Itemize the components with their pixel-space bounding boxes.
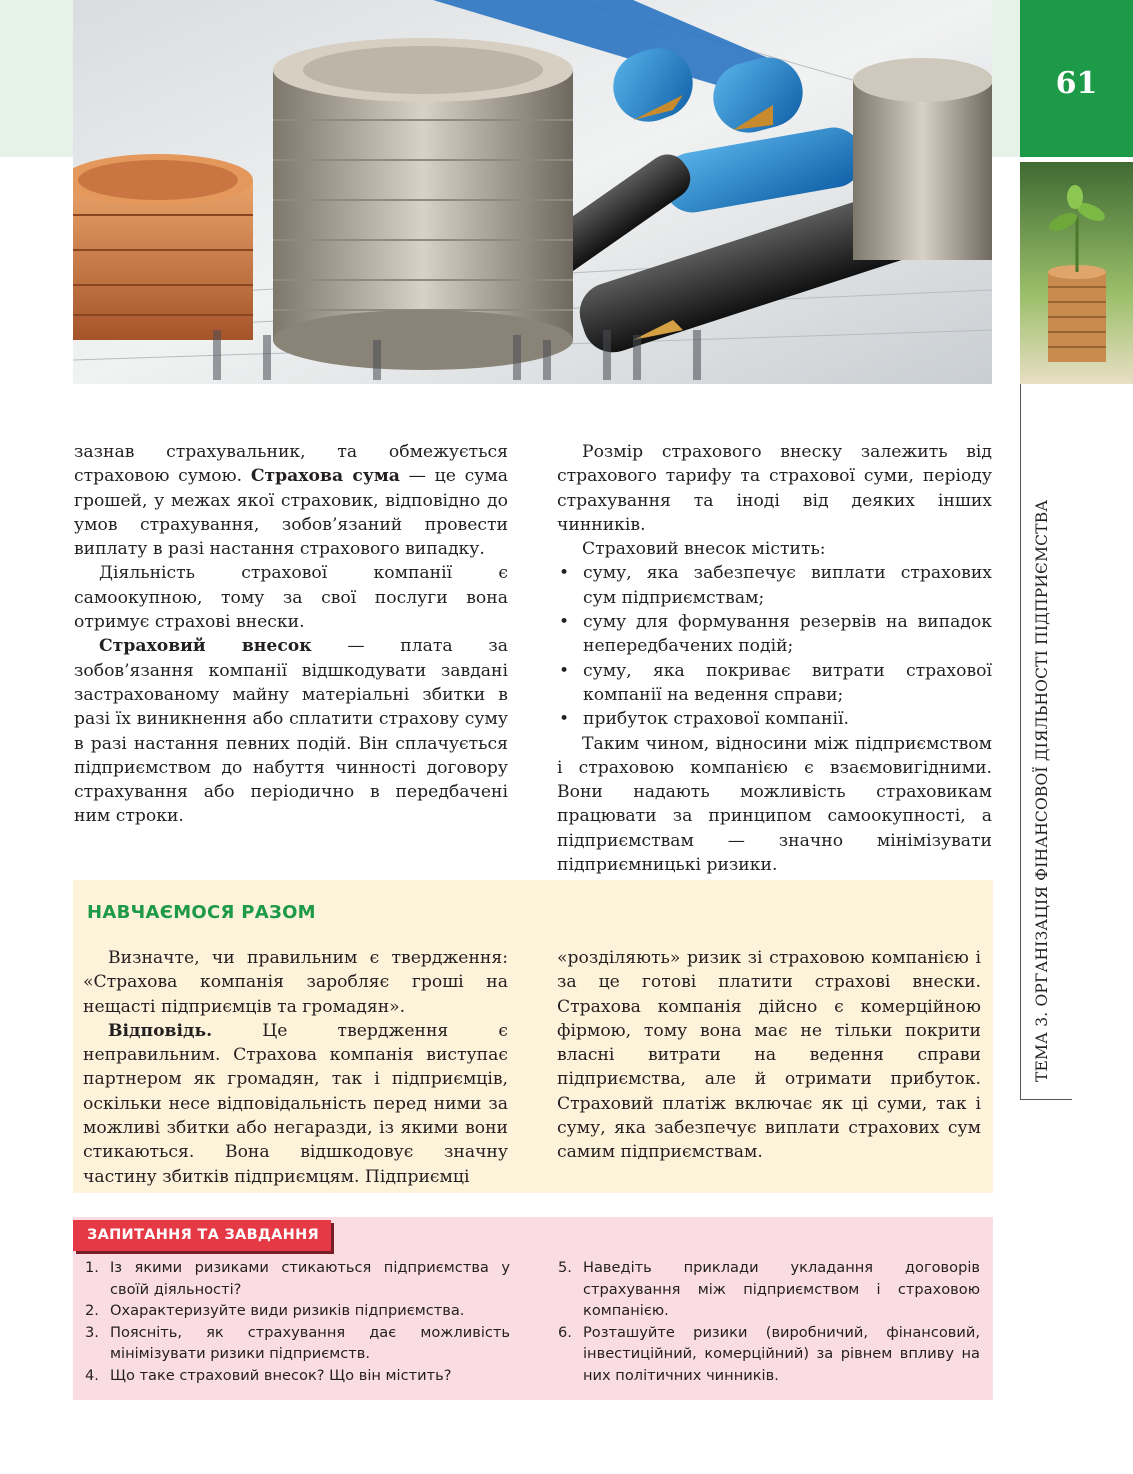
- topic-side-title: ТЕМА 3. ОРГАНІЗАЦІЯ ФІНАНСОВОЇ ДІЯЛЬНОСТІ ПІДПРИЄМСТВА: [1033, 499, 1051, 1082]
- list-item: 6. Розташуйте ризики (виробничий, фінансовий, інвестиційний, комерційний) за рівнем впливу на них політичних чинників.: [558, 1323, 980, 1384]
- questions-title: ЗАПИТАННЯ ТА ЗАВДАННЯ: [87, 1227, 319, 1243]
- learn-together-box: [73, 880, 993, 1193]
- term-insured-sum: Страхова сума: [250, 466, 400, 487]
- term-insurance-premium: Страховий внесок: [99, 636, 312, 657]
- questions-title-label: [73, 1220, 331, 1251]
- list-item: • суму, яка забезпечує виплати страхових сум підприємствам;: [557, 561, 992, 610]
- right-paragraph-2: Страховий внесок містить:: [582, 539, 826, 560]
- left-text-column: [74, 440, 508, 829]
- list-item: 4. Що таке страховий внесок? Що він містить?: [85, 1366, 452, 1384]
- side-rule-end: [1020, 1099, 1072, 1100]
- list-item: 2. Охарактеризуйте види ризиків підприємства.: [85, 1302, 465, 1319]
- list-item: 1. Із якими ризиками стикаються підприємства у своїй діяльності?: [85, 1259, 510, 1298]
- premium-contents-list: [557, 561, 992, 731]
- plant-on-coins-photo: [1020, 162, 1133, 384]
- list-item: • суму, яка покриває витрати страхової компанії на ведення справи;: [557, 659, 992, 708]
- left-paragraph-2: Діяльність страхової компанії є самоокупною, тому за свої послуги вона отримує страхові внески.: [74, 563, 508, 633]
- learn-together-title: НАВЧАЄМОСЯ РАЗОМ: [87, 902, 316, 923]
- learn-right-column: [557, 946, 981, 1165]
- side-rule: [1020, 384, 1021, 1100]
- right-text-column: [557, 440, 992, 877]
- learn-question: Визначте, чи правильним є твердження: «Страхова компанія заробляє гроші на нещасті підприємців та громадян».: [83, 948, 508, 1017]
- questions-box: [73, 1217, 993, 1400]
- learn-answer-continued: «розділяють» ризик зі страховою компанією і за це готові платити страхові внески. Страхова компанія дійсно є комерційною фірмою, тому вона має не тільки покрити власні витрати на ведення справи підприємства, але й отримати прибуток. Страховий платіж включає як ці суми, так і суму, яка забезпечує виплати страхових сум самим підприємствам.: [557, 948, 981, 1163]
- answer-label: Відповідь.: [108, 1020, 213, 1041]
- list-item: 5. Наведіть приклади укладання договорів страхування між підприємством і страховою компанією.: [558, 1259, 980, 1319]
- questions-list-left: [85, 1257, 510, 1386]
- right-paragraph-3: Таким чином, відносини між підприємством і страховою компанією є взаємовигідними. Вони надають можливість страховикам працювати за принципом самоокупності, а підприємствам — значно мінімізувати підприємницькі ризики.: [557, 733, 992, 876]
- learn-left-column: [83, 946, 508, 1189]
- right-paragraph-1: Розмір страхового внеску залежить від страхового тарифу та страхової суми, періоду страхування та іноді від деяких інших чинників.: [557, 442, 992, 535]
- page-number: 61: [1055, 66, 1098, 101]
- questions-list-right: [558, 1257, 980, 1386]
- page-number-tab: [1020, 0, 1133, 157]
- left-paragraph-3: Страховий внесок — плата за зобов’язання компанії відшкодувати завдані застрахованому майну матеріальні збитки в разі їх виникнення або сплатити страхову суму в разі настання певних подій. Він сплачується підприємством до набуття чинності договору страхування або періодично в передбачені ним строки.: [74, 636, 508, 827]
- coins-and-pens-photo: [73, 0, 992, 384]
- left-paragraph-1: зазнав страхувальник, та обмежується страховою сумою. Страхова сума — це сума грошей, у межах якої страховик, відповідно до умов страхування, зобов’язаний провести виплату в разі настання страхового випадку.: [74, 442, 508, 560]
- list-item: • суму для формування резервів на випадок непередбачених подій;: [557, 610, 992, 659]
- list-item: 3. Поясніть, як страхування дає можливість мінімізувати ризики підприємств.: [85, 1323, 510, 1362]
- learn-answer: Відповідь. Це твердження є неправильним. Страхова компанія виступає партнером як громадян, так і підприємців, оскільки несе відповідальність перед ними за можливі збитки або негаразди, із якими вони стикаються. Вона відшкодовує значну частину збитків підприємцям. Підприємці: [83, 1020, 508, 1187]
- list-item: • прибуток страхової компанії.: [557, 707, 992, 731]
